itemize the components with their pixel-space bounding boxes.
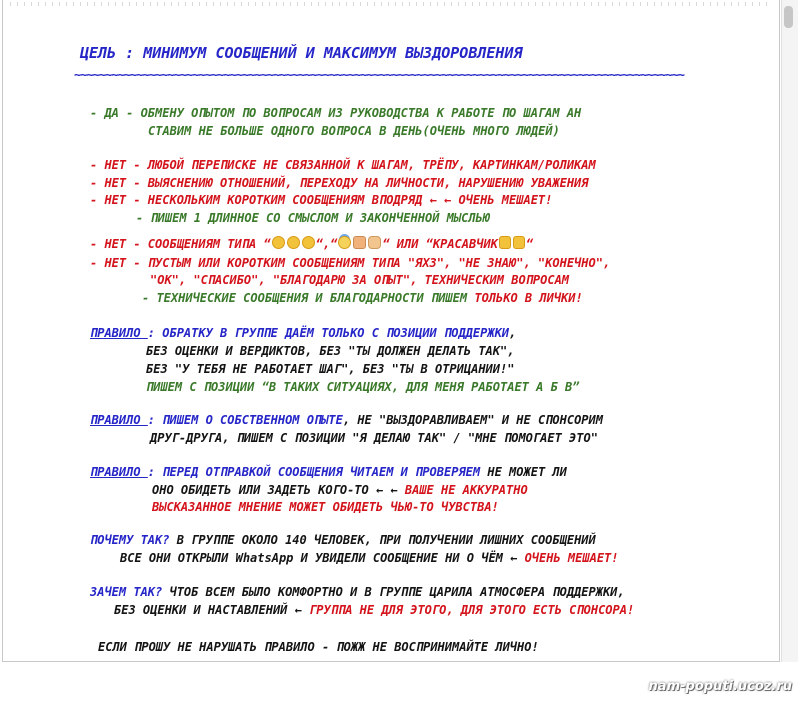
why-label: ПОЧЕМУ ТАК? — [90, 533, 170, 547]
rule-3-line-2 — [152, 483, 528, 497]
what-for-text: ЧТОБ ВСЕМ БЫЛО КОМФОРТНО И В ГРУППЕ ЦАРИЛА АТМОСФЕРА ПОДДЕРЖКИ, — [162, 585, 625, 599]
closing-line: ЕСЛИ ПРОШУ НЕ НАРУШАТЬ ПРАВИЛО - ПОЖЖ НЕ ВОСПРИНИМАЙТЕ ЛИЧНО! — [98, 640, 539, 654]
scrollbar[interactable] — [781, 0, 798, 662]
rule-3-line-2-warning: ВАШЕ НЕ АККУРАТНО — [404, 483, 528, 497]
title-divider: ~~~~~~~~~~~~~~~~~~~~~~~~~~~~~~~~~~~~~~~~~~~~~~~~~~~~~~~~~~~~~~~~~~~~~~~~~~~~~~~~~~~~~~~~~~~~~~~~~~ — [74, 68, 685, 82]
site-watermark: nam-poputi.ucoz.ru — [648, 679, 792, 694]
praying-hands-icon — [353, 236, 366, 249]
scrollbar-thumb[interactable] — [784, 6, 793, 28]
rule-1-text: : ОБРАТКУ В ГРУППЕ ДАЁМ ТОЛЬКО С ПОЗИЦИИ ПОДДЕРЖКИ — [147, 326, 510, 340]
no-line-3-warning: ← ← ОЧЕНЬ МЕШАЕТ! — [429, 193, 553, 207]
no-line-2: - НЕТ - ВЫЯСНЕНИЮ ОТНОШЕНИЙ, ПЕРЕХОДУ НА ЛИЧНОСТИ, НАРУШЕНИЮ УВАЖЕНИЯ — [90, 176, 589, 190]
what-for-line-2-warning: ГРУППА НЕ ДЛЯ ЭТОГО, ДЛЯ ЭТОГО ЕСТЬ СПОНСОРА! — [309, 603, 635, 617]
rule-1-line-3: БЕЗ "У ТЕБЯ НЕ РАБОТАЕТ ШАГ", БЕЗ "ТЫ В ОТРИЦАНИИ!" — [146, 362, 515, 376]
rule-3-label: ПРАВИЛО — [90, 465, 148, 479]
no-line-6: "ОК", "СПАСИБО", "БЛАГОДАРЮ ЗА ОПЫТ", ТЕХНИЧЕСКИМ ВОПРОСАМ — [150, 273, 570, 287]
no-line-4 — [90, 236, 533, 251]
rule-1-line-2: БЕЗ ОЦЕНКИ И ВЕРДИКТОВ, БЕЗ "ТЫ ДОЛЖЕН ДЕЛАТЬ ТАК", — [146, 344, 515, 358]
rule-1-line-4: ПИШЕМ С ПОЗИЦИИ “В ТАКИХ СИТУАЦИЯХ, ДЛЯ МЕНЯ РАБОТАЕТ А Б В” — [146, 380, 580, 394]
rule-1-line-1 — [90, 326, 516, 340]
rule-1-label: ПРАВИЛО — [90, 326, 148, 340]
rule-2-label: ПРАВИЛО — [90, 413, 148, 427]
no-line-7-emph: ТОЛЬКО В ЛИЧКИ! — [474, 291, 583, 305]
rule-1-comma: , — [509, 326, 517, 340]
no-line-7-text: - ТЕХНИЧЕСКИЕ СООБЩЕНИЯ И БЛАГОДАРНОСТИ ПИШЕМ — [142, 291, 475, 305]
rule-2-text-2: , НЕ "ВЫЗДОРАВЛИВАЕМ" И НЕ СПОНСОРИМ — [342, 413, 603, 427]
what-for-line-2-text: БЕЗ ОЦЕНКИ И НАСТАВЛЕНИЙ ← — [114, 603, 310, 617]
rule-2-line-2: ДРУГ-ДРУГА, ПИШЕМ С ПОЗИЦИИ "Я ДЕЛАЮ ТАК" / "МНЕ ПОМОГАЕТ ЭТО" — [150, 431, 598, 445]
why-text: В ГРУППЕ ОКОЛО 140 ЧЕЛОВЕК, ПРИ ПОЛУЧЕНИИ ЛИШНИХ СООБЩЕНИЙ — [169, 533, 596, 547]
rule-3-text-2: НЕ МОЖЕТ ЛИ — [480, 465, 567, 479]
no-line-4-or: “ ИЛИ “КРАСАВЧИК — [382, 237, 498, 251]
no-line-4-sep: “,“ — [315, 237, 338, 251]
rule-3-line-3: ВЫСКАЗАННОЕ МНЕНИЕ МОЖЕТ ОБИДЕТЬ ЧЬЮ-ТО ЧУВСТВА! — [152, 500, 499, 514]
what-for-line-2 — [114, 603, 634, 617]
no-line-3 — [90, 193, 552, 207]
no-line-4-end: “ — [525, 237, 534, 251]
grin-emoji-icon — [287, 236, 300, 249]
no-line-3-text: - НЕТ - НЕСКОЛЬКИМ КОРОТКИМ СООБЩЕНИЯМ ВПОДРЯД — [90, 193, 430, 207]
grin-emoji-icon — [302, 236, 315, 249]
rule-2-text: : ПИШЕМ О СОБСТВЕННОМ ОПЫТЕ — [147, 413, 343, 427]
halo-emoji-icon — [338, 236, 351, 249]
yes-line-1: - ДА - ОБМЕНУ ОПЫТОМ ПО ВОПРОСАМ ИЗ РУКОВОДСТВА К РАБОТЕ ПО ШАГАМ АН — [90, 106, 582, 120]
what-for-label: ЗАЧЕМ ТАК? — [90, 585, 163, 599]
yes-line-2: СТАВИМ НЕ БОЛЬШЕ ОДНОГО ВОПРОСА В ДЕНЬ(ОЧЕНЬ МНОГО ЛЮДЕЙ) — [148, 124, 560, 138]
no-line-7 — [142, 291, 583, 305]
grin-emoji-icon — [272, 236, 285, 249]
rule-3-text: : ПЕРЕД ОТПРАВКОЙ СООБЩЕНИЯ ЧИТАЕМ И ПРОВЕРЯЕМ — [147, 465, 481, 479]
no-line-4-text: - НЕТ - СООБЩЕНИЯМ ТИПА “ — [90, 237, 271, 251]
no-line-3-advice: - ПИШЕМ 1 ДЛИННОЕ СО СМЫСЛОМ И ЗАКОНЧЕННОЙ МЫСЛЬЮ — [136, 211, 491, 225]
why-line-2-warning: ОЧЕНЬ МЕШАЕТ! — [524, 551, 619, 565]
page-title: ЦЕЛЬ : МИНИМУМ СООБЩЕНИЙ И МАКСИМУМ ВЫЗДОРОВЛЕНИЯ — [80, 44, 523, 62]
rule-3-line-1 — [90, 465, 567, 479]
why-line-2-text: ВСЕ ОНИ ОТКРЫЛИ WhatsApp И УВИДЕЛИ СООБЩЕНИЕ НИ О ЧЁМ ← — [120, 551, 525, 565]
no-line-5: - НЕТ - ПУСТЫМ ИЛИ КОРОТКИМ СООБЩЕНИЯМ ТИПА "ЯХЗ", "НЕ ЗНАЮ", "КОНЕЧНО", — [90, 256, 611, 270]
ok-hand-icon — [368, 236, 381, 249]
thumbs-up-icon — [499, 236, 511, 249]
why-line-1 — [90, 533, 596, 547]
rule-3-line-2-text: ОНО ОБИДЕТЬ ИЛИ ЗАДЕТЬ КОГО-ТО ← ← — [152, 483, 405, 497]
thumbs-up-icon — [513, 236, 525, 249]
why-line-2 — [120, 551, 619, 565]
rule-2-line-1 — [90, 413, 603, 427]
what-for-line-1 — [90, 585, 625, 599]
ruler — [10, 2, 770, 6]
no-line-1: - НЕТ - ЛЮБОЙ ПЕРЕПИСКЕ НЕ СВЯЗАННОЙ К ШАГАМ, ТРЁПУ, КАРТИНКАМ/РОЛИКАМ — [90, 158, 596, 172]
